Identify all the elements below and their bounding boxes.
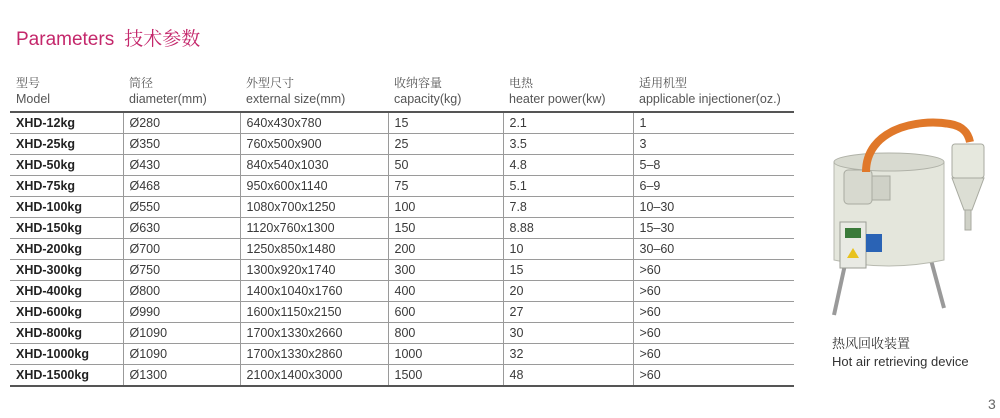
cell-external-size: 1700x1330x2860 [240,344,388,365]
cell-heater-power: 7.8 [503,197,633,218]
cell-applicable-injectioner: >60 [633,365,794,387]
title-cn: 技术参数 [124,28,201,50]
cell-external-size: 840x540x1030 [240,155,388,176]
cell-capacity: 800 [388,323,503,344]
cell-applicable-injectioner: 1 [633,112,794,134]
cell-applicable-injectioner: 15–30 [633,218,794,239]
cell-diameter: Ø430 [123,155,240,176]
table-row [10,112,794,134]
cell-heater-power: 8.88 [503,218,633,239]
cell-capacity: 200 [388,239,503,260]
header-diameter: 筒径 diameter(mm) [123,73,240,112]
cell-external-size: 640x430x780 [240,112,388,134]
header-model: 型号 Model [10,73,123,112]
table-row [10,302,794,323]
cell-external-size: 1120x760x1300 [240,218,388,239]
cell-capacity: 600 [388,302,503,323]
cell-heater-power: 3.5 [503,134,633,155]
cell-external-size: 1700x1330x2660 [240,323,388,344]
cell-model: XHD-25kg [10,134,123,155]
cell-external-size: 1600x1150x2150 [240,302,388,323]
title-en: Parameters [16,29,115,50]
table-row [10,155,794,176]
table-header-row [10,73,794,112]
cell-capacity: 75 [388,176,503,197]
cell-external-size: 760x500x900 [240,134,388,155]
cell-diameter: Ø630 [123,218,240,239]
table-row [10,134,794,155]
cell-heater-power: 4.8 [503,155,633,176]
cell-external-size: 1300x920x1740 [240,260,388,281]
cell-capacity: 25 [388,134,503,155]
product-caption-cn: 热风回收装置 [832,337,911,352]
cell-heater-power: 27 [503,302,633,323]
cell-model: XHD-1000kg [10,344,123,365]
page-title [16,24,200,51]
table-row [10,365,794,387]
cell-capacity: 1000 [388,344,503,365]
cell-applicable-injectioner: >60 [633,260,794,281]
header-external-size: 外型尺寸 external size(mm) [240,73,388,112]
cell-capacity: 150 [388,218,503,239]
cell-capacity: 1500 [388,365,503,387]
hot-air-retrieving-device-image [826,110,992,320]
cell-diameter: Ø700 [123,239,240,260]
cell-heater-power: 10 [503,239,633,260]
table-row [10,323,794,344]
header-capacity: 收纳容量 capacity(kg) [388,73,503,112]
cell-heater-power: 32 [503,344,633,365]
cell-capacity: 300 [388,260,503,281]
cell-applicable-injectioner: 5–8 [633,155,794,176]
cell-applicable-injectioner: >60 [633,323,794,344]
table-row [10,176,794,197]
cell-diameter: Ø750 [123,260,240,281]
cell-capacity: 100 [388,197,503,218]
cell-model: XHD-150kg [10,218,123,239]
cell-external-size: 2100x1400x3000 [240,365,388,387]
cell-diameter: Ø990 [123,302,240,323]
product-caption-en: Hot air retrieving device [832,354,969,369]
cell-heater-power: 20 [503,281,633,302]
cell-external-size: 950x600x1140 [240,176,388,197]
cell-model: XHD-200kg [10,239,123,260]
cell-model: XHD-300kg [10,260,123,281]
cell-applicable-injectioner: 10–30 [633,197,794,218]
cell-applicable-injectioner: >60 [633,344,794,365]
cell-model: XHD-800kg [10,323,123,344]
header-heater-power: 电热 heater power(kw) [503,73,633,112]
cell-external-size: 1080x700x1250 [240,197,388,218]
cell-diameter: Ø468 [123,176,240,197]
cell-diameter: Ø350 [123,134,240,155]
cell-diameter: Ø1300 [123,365,240,387]
cell-heater-power: 2.1 [503,112,633,134]
cell-capacity: 50 [388,155,503,176]
table-row [10,239,794,260]
header-applicable-injectioner: 适用机型 applicable injectioner(oz.) [633,73,794,112]
cell-model: XHD-75kg [10,176,123,197]
cell-applicable-injectioner: 30–60 [633,239,794,260]
cell-applicable-injectioner: >60 [633,281,794,302]
cell-capacity: 15 [388,112,503,134]
cell-model: XHD-1500kg [10,365,123,387]
cell-diameter: Ø1090 [123,344,240,365]
parameters-table [10,73,794,387]
table-row [10,281,794,302]
cell-model: XHD-100kg [10,197,123,218]
cell-diameter: Ø800 [123,281,240,302]
table-body [10,112,794,386]
cell-heater-power: 30 [503,323,633,344]
table-row [10,344,794,365]
cell-external-size: 1400x1040x1760 [240,281,388,302]
cell-external-size: 1250x850x1480 [240,239,388,260]
cell-applicable-injectioner: 3 [633,134,794,155]
table-row [10,218,794,239]
cell-heater-power: 15 [503,260,633,281]
page-number: 3 [988,396,996,412]
cell-heater-power: 48 [503,365,633,387]
cell-model: XHD-12kg [10,112,123,134]
table-row [10,197,794,218]
cell-model: XHD-50kg [10,155,123,176]
cell-diameter: Ø1090 [123,323,240,344]
table-row [10,260,794,281]
cell-diameter: Ø550 [123,197,240,218]
cell-applicable-injectioner: >60 [633,302,794,323]
cell-applicable-injectioner: 6–9 [633,176,794,197]
cell-heater-power: 5.1 [503,176,633,197]
cell-capacity: 400 [388,281,503,302]
cell-model: XHD-600kg [10,302,123,323]
cell-model: XHD-400kg [10,281,123,302]
cell-diameter: Ø280 [123,112,240,134]
